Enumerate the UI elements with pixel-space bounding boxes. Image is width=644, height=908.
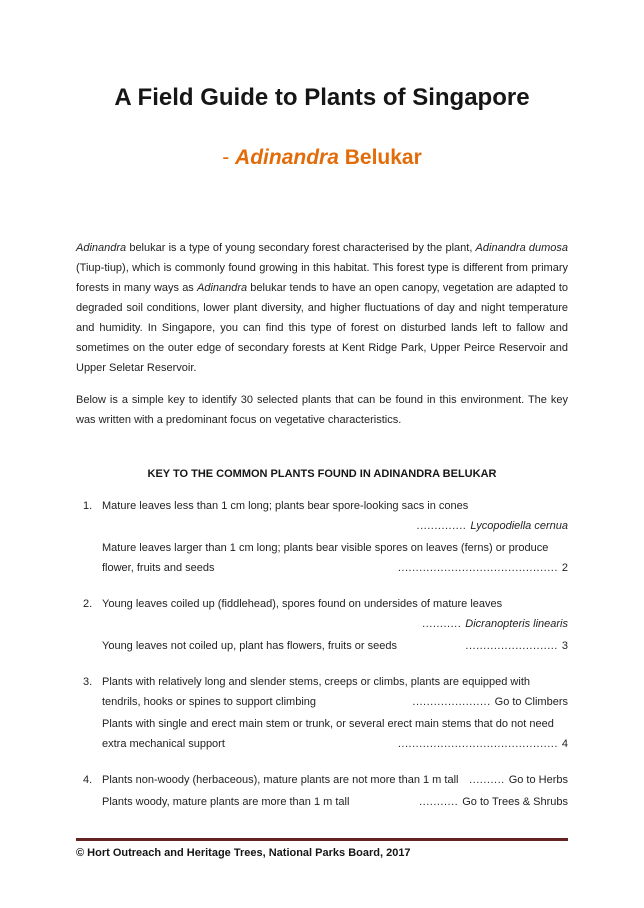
taxon-name: Adinandra dumosa	[475, 242, 568, 254]
key-entry-leader	[398, 734, 568, 754]
key-entry-leader	[417, 516, 568, 536]
key-entry-leader	[422, 614, 568, 634]
key-item-2	[76, 594, 568, 656]
key-item-1	[76, 496, 568, 578]
key-entry-result: Go to Climbers	[494, 696, 568, 708]
taxon-name: Adinandra	[196, 282, 248, 294]
key-entry	[102, 672, 568, 712]
key-entry-leader	[419, 792, 568, 812]
key-entry-text: Plants non-woody (herbaceous), mature plants are not more than 1 m tall	[102, 774, 459, 786]
leader-dots: .............................................	[397, 738, 558, 750]
key-entry-text: Plants woody, mature plants are more than 1 m tall	[102, 796, 350, 808]
leader-dots: ......................	[412, 696, 491, 708]
intro-paragraph-2: Below is a simple key to identify 30 selected plants that can be found in this environment. The key was written with a predominant focus on vegetative characteristics.	[76, 394, 568, 426]
key-entry-leader	[469, 770, 568, 790]
key-item-entries	[102, 672, 568, 754]
key-entry	[102, 636, 568, 656]
key-entry-text: Plants with single and erect main stem or trunk, or several erect main stems that do not need extra mechanical support	[102, 718, 554, 750]
leader-dots: ...........	[422, 618, 462, 630]
footer-rule	[76, 838, 568, 841]
key-entry	[102, 538, 568, 578]
intro-text: belukar is a type of young secondary forest characterised by the plant,	[126, 242, 476, 254]
subtitle-genus: Adinandra	[235, 146, 339, 169]
taxon-name: Adinandra	[76, 242, 127, 254]
key-entry-text: Young leaves coiled up (fiddlehead), spores found on undersides of mature leaves	[102, 598, 503, 610]
key-entry-result: Go to Herbs	[508, 774, 568, 786]
key-entry-result: Dicranopteris linearis	[465, 618, 568, 630]
key-entry-result: Lycopodiella cernua	[470, 520, 568, 532]
key-entry-text: Young leaves not coiled up, plant has flowers, fruits or seeds	[102, 640, 397, 652]
key-entry-text: Mature leaves larger than 1 cm long; plants bear visible spores on leaves (ferns) or produce flower, fruits and seeds	[102, 542, 549, 574]
leader-dots: .............................................	[397, 562, 558, 574]
identification-key	[76, 496, 568, 812]
leader-dots: ..........	[469, 774, 505, 786]
key-item-number: 2.	[83, 598, 93, 610]
subtitle-rest: Belukar	[344, 146, 422, 169]
footer-copyright: © Hort Outreach and Heritage Trees, National Parks Board, 2017	[76, 847, 411, 859]
key-item-number: 4.	[83, 774, 93, 786]
key-entry-result: 3	[561, 640, 568, 652]
subtitle-dash: -	[222, 146, 230, 169]
key-entry-result: 2	[561, 562, 568, 574]
key-item-number: 3.	[83, 676, 93, 688]
key-item-entries	[102, 594, 568, 656]
key-entry-result: 4	[561, 738, 568, 750]
key-entry-text: Mature leaves less than 1 cm long; plants bear spore-looking sacs in cones	[102, 500, 469, 512]
page-title: A Field Guide to Plants of Singapore	[114, 84, 530, 111]
leader-dots: ...........	[419, 796, 459, 808]
key-entry-leader	[398, 558, 568, 578]
key-item-entries	[102, 770, 568, 812]
key-item-4	[76, 770, 568, 812]
key-entry	[102, 770, 568, 790]
page-footer	[76, 838, 568, 860]
intro-text: belukar tends to have an open canopy, vegetation are adapted to degraded soil conditions, lower plant diversity, and higher fluctuations of day and night temperature and humidity. In Singapore, you can find this type of forest on disturbed lands left to fallow and sometimes on the outer edge of secondary forests at Kent Ridge Park, Upper Peirce Reservoir and Upper Seletar Reservoir.	[76, 282, 568, 374]
leader-dots: ..............	[416, 520, 467, 532]
key-entry-leader	[412, 692, 568, 712]
key-item-number: 1.	[83, 500, 93, 512]
intro-paragraph-1	[76, 238, 568, 378]
key-item-entries	[102, 496, 568, 578]
key-heading: KEY TO THE COMMON PLANTS FOUND IN ADINANDRA BELUKAR	[147, 468, 497, 480]
key-item-3	[76, 672, 568, 754]
key-entry-result: Go to Trees & Shrubs	[462, 796, 568, 808]
leader-dots: ..........................	[465, 640, 558, 652]
intro-text: (Tiup-tiup), which is commonly found growing in this habitat. This forest type is different from primary forests in many ways as	[76, 262, 568, 294]
key-entry	[102, 496, 568, 536]
key-entry-leader	[465, 636, 568, 656]
key-entry-text: Plants with relatively long and slender stems, creeps or climbs, plants are equipped with tendrils, hooks or spines to support climbing	[102, 676, 530, 708]
key-entry	[102, 714, 568, 754]
key-entry	[102, 594, 568, 634]
key-entry	[102, 792, 568, 812]
page-subtitle	[76, 144, 568, 172]
